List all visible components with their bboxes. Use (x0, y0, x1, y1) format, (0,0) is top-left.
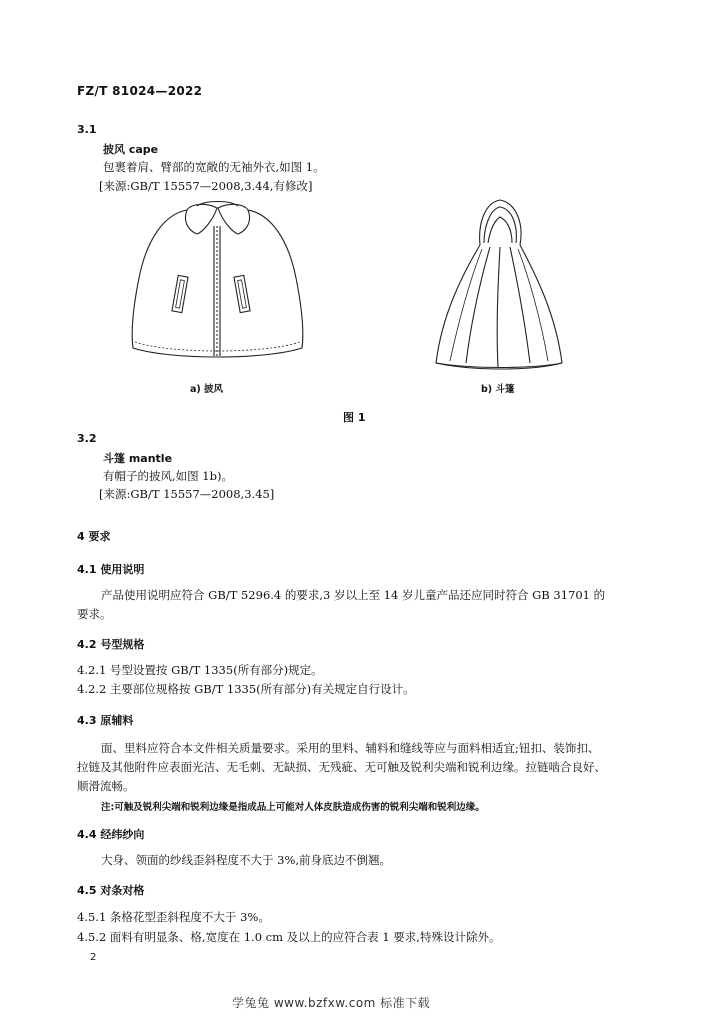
item-4-5-2: 4.5.2 面料有明显条、格,宽度在 1.0 cm 及以上的应符合表 1 要求,特殊设计除外。 (77, 930, 501, 944)
page-number: 2 (90, 952, 97, 963)
standard-number: FZ/T 81024—2022 (77, 84, 203, 98)
paragraph-4-1-line1: 产品使用说明应符合 GB/T 5296.4 的要求,3 岁以上至 14 岁儿童产品还应同时符合 GB 31701 的 (101, 588, 606, 602)
paragraph-4-1-line2: 要求。 (77, 607, 112, 621)
heading-4-2: 4.2 号型规格 (77, 638, 145, 651)
site-footer: 学兔兔 www.bzfxw.com 标准下载 (232, 996, 431, 1010)
mantle-illustration (432, 195, 567, 370)
heading-4-5: 4.5 对条对格 (77, 884, 145, 897)
item-4-5-1: 4.5.1 条格花型歪斜程度不大于 3%。 (77, 910, 270, 924)
figure-caption-a: a) 披风 (190, 384, 224, 395)
paragraph-4-4: 大身、领面的纱线歪斜程度不大于 3%,前身底边不倒翘。 (101, 853, 392, 867)
heading-4-3: 4.3 原辅料 (77, 714, 134, 727)
clause-number-3-2: 3.2 (77, 432, 97, 445)
cape-illustration (125, 198, 310, 368)
source-cape: [来源:GB/T 15557—2008,3.44,有修改] (99, 179, 313, 193)
paragraph-4-3-line2: 拉链及其他附件应表面光洁、无毛刺、无缺损、无残疵、无可触及锐利尖端和锐利边缘。拉链啮合良好、 (77, 760, 606, 774)
definition-cape: 包裹着肩、臂部的宽敞的无袖外衣,如图 1。 (103, 160, 325, 174)
item-4-2-1: 4.2.1 号型设置按 GB/T 1335(所有部分)规定。 (77, 663, 323, 677)
paragraph-4-3-line1: 面、里料应符合本文件相关质量要求。采用的里料、辅料和缝线等应与面料相适宜;钮扣、装饰扣、 (101, 741, 600, 755)
item-4-2-2: 4.2.2 主要部位规格按 GB/T 1335(所有部分)有关规定自行设计。 (77, 682, 415, 696)
paragraph-4-3-line3: 顺滑流畅。 (77, 779, 135, 793)
definition-mantle: 有帽子的披风,如图 1b)。 (103, 469, 233, 483)
section-heading-4: 4 要求 (77, 530, 111, 543)
term-mantle: 斗篷 mantle (103, 452, 173, 465)
heading-4-4: 4.4 经纬纱向 (77, 828, 145, 841)
note-4-3: 注:可触及锐利尖端和锐利边缘是指成品上可能对人体皮肤造成伤害的锐利尖端和锐利边缘。 (101, 802, 485, 813)
clause-number-3-1: 3.1 (77, 123, 97, 136)
term-cape: 披风 cape (103, 143, 159, 156)
figure-caption-b: b) 斗篷 (481, 384, 515, 395)
figure-title: 图 1 (343, 411, 366, 424)
heading-4-1: 4.1 使用说明 (77, 563, 145, 576)
source-mantle: [来源:GB/T 15557—2008,3.45] (99, 487, 275, 501)
